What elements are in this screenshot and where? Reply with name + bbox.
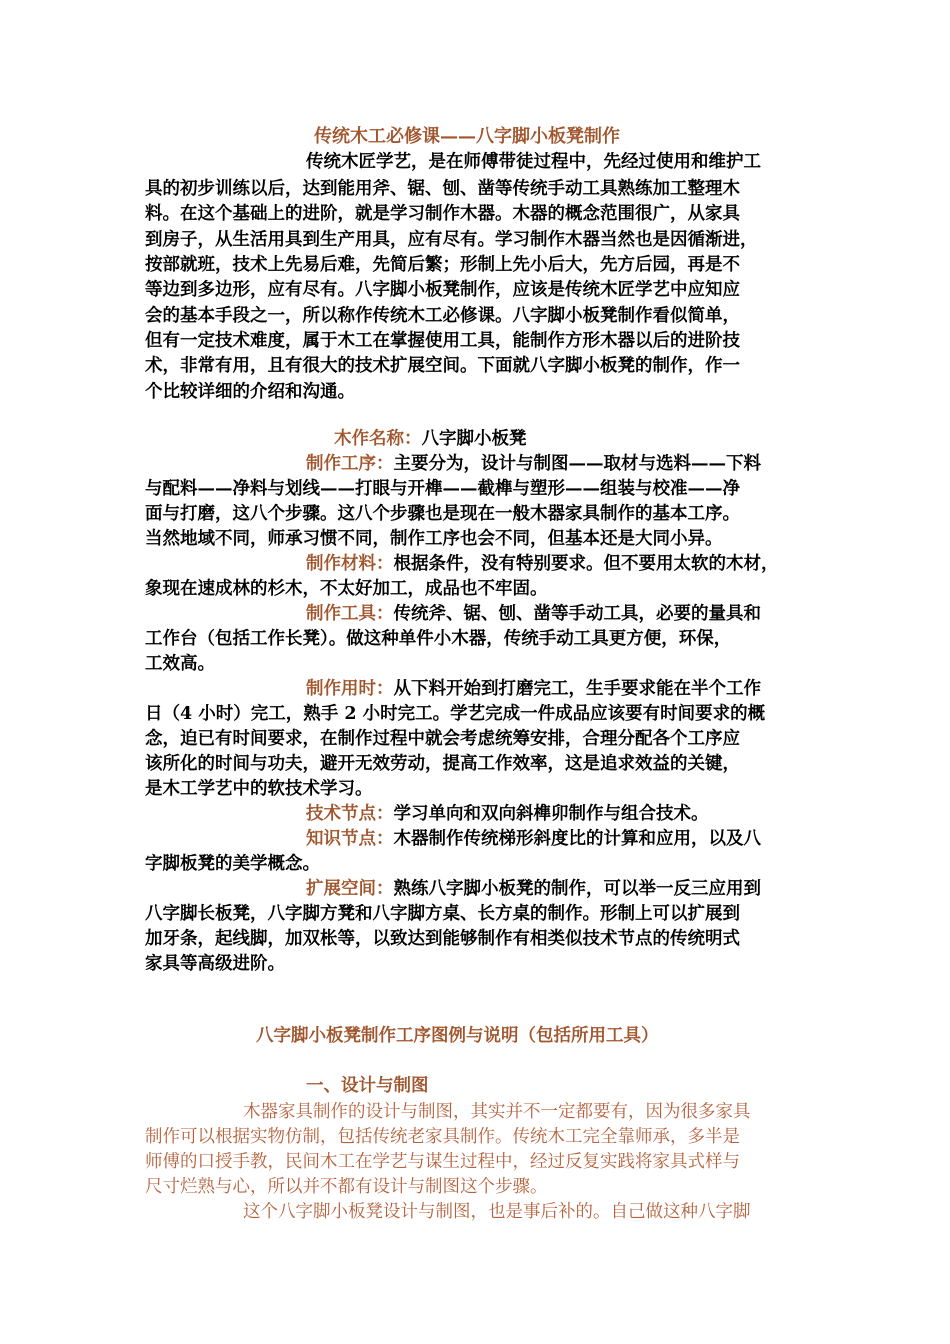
part2-heading: 八字脚小板凳制作工序图例与说明（包括所用工具） — [256, 1026, 659, 1046]
tools-line: 工效高。 — [145, 654, 215, 674]
time-line: 日（4 小时）完工，熟手 2 小时完工。学艺完成一件成品应该要有时间要求的概 — [145, 704, 766, 724]
part2-line: 尺寸烂熟与心，所以并不都有设计与制图这个步骤。 — [145, 1177, 548, 1197]
knowledge-label: 知识节点： — [306, 829, 394, 849]
tech-label: 技术节点： — [306, 804, 394, 824]
intro-line: 但有一定技术难度，属于木工在掌握使用工具，能制作方形木器以后的进阶技 — [145, 331, 740, 351]
tools-first-line — [306, 602, 761, 627]
process-line: 与配料——净料与划线——打眼与开榫——截榫与塑形——组装与校准——净 — [145, 479, 740, 499]
knowledge-first-line — [306, 827, 761, 852]
tech-text: 学习单向和双向斜榫卯制作与组合技术。 — [393, 804, 709, 824]
intro-line: 个比较详细的介绍和沟通。 — [145, 382, 355, 402]
intro-line: 到房子，从生活用具到生产用具，应有尽有。学习制作木器当然也是因循渐进， — [145, 230, 758, 250]
extension-line: 家具等高级进阶。 — [145, 954, 285, 974]
knowledge-line: 字脚板凳的美学概念。 — [145, 854, 320, 874]
intro-line: 术，非常有用，且有很大的技术扩展空间。下面就八字脚小板凳的制作，作一 — [145, 356, 740, 376]
process-first-line — [306, 452, 761, 477]
intro-line: 传统木匠学艺，是在师傅带徒过程中，先经过使用和维护工 — [306, 152, 761, 172]
process-text: 主要分为，设计与制图——取材与选料——下料 — [393, 454, 761, 474]
part2-line: 师傅的口授手教，民间木工在学艺与谋生过程中，经过反复实践将家具式样与 — [145, 1152, 740, 1172]
item-name-label: 木作名称： — [334, 429, 422, 449]
extension-first-line — [306, 877, 761, 902]
page-title: 传统木工必修课——八字脚小板凳制作 — [314, 126, 620, 147]
intro-line: 等边到多边形，应有尽有。八字脚小板凳制作，应该是传统木匠学艺中应知应 — [145, 280, 740, 300]
intro-line: 具的初步训练以后，达到能用斧、锯、刨、凿等传统手动工具熟练加工整理木 — [145, 179, 740, 199]
time-line: 是木工学艺中的软技术学习。 — [145, 779, 373, 799]
tech-first-line — [306, 802, 709, 827]
part2-line: 制作可以根据实物仿制，包括传统老家具制作。传统木工完全靠师承，多半是 — [145, 1127, 740, 1147]
materials-line: 象现在速成林的杉木，不太好加工，成品也不牢固。 — [145, 579, 548, 599]
intro-line: 会的基本手段之一，所以称作传统木工必修课。八字脚小板凳制作看似简单， — [145, 306, 740, 326]
intro-line: 按部就班，技术上先易后难，先简后繁；形制上先小后大，先方后园，再是不 — [145, 255, 740, 275]
process-line: 当然地域不同，师承习惯不同，制作工序也会不同，但基本还是大同小异。 — [145, 529, 723, 549]
item-name-row — [334, 427, 527, 452]
tools-label: 制作工具： — [306, 604, 394, 624]
extension-label: 扩展空间： — [306, 879, 394, 899]
part2-line: 木器家具制作的设计与制图，其实并不一定都要有，因为很多家具 — [243, 1102, 751, 1122]
extension-text: 熟练八字脚小板凳的制作，可以举一反三应用到 — [393, 879, 761, 899]
tools-line: 工作台（包括工作长凳）。做这种单件小木器，传统手动工具更方便，环保， — [145, 629, 732, 649]
process-line: 面与打磨，这八个步骤。这八个步骤也是现在一般木器家具制作的基本工序。 — [145, 504, 740, 524]
extension-line: 八字脚长板凳，八字脚方凳和八字脚方桌、长方桌的制作。形制上可以扩展到 — [145, 904, 740, 924]
time-line: 念，迫已有时间要求，在制作过程中就会考虑统筹安排，合理分配各个工序应 — [145, 729, 740, 749]
time-label: 制作用时： — [306, 679, 394, 699]
materials-first-line — [306, 552, 779, 577]
tools-text: 传统斧、锯、刨、凿等手动工具，必要的量具和 — [393, 604, 761, 624]
intro-line: 料。在这个基础上的进阶，就是学习制作木器。木器的概念范围很广，从家具 — [145, 204, 740, 224]
part2-line: 这个八字脚小板凳设计与制图，也是事后补的。自己做这种八字脚 — [243, 1202, 751, 1222]
time-line: 该所化的时间与功夫，避开无效劳动，提高工作效率，这是追求效益的关键， — [145, 754, 740, 774]
time-text: 从下料开始到打磨完工，生手要求能在半个工作 — [393, 679, 761, 699]
part2-subheading: 一、设计与制图 — [306, 1076, 429, 1096]
knowledge-text: 木器制作传统梯形斜度比的计算和应用，以及八 — [393, 829, 761, 849]
process-label: 制作工序： — [306, 454, 394, 474]
materials-text: 根据条件，没有特别要求。但不要用太软的木材， — [393, 554, 779, 574]
extension-line: 加牙条，起线脚，加双枨等，以致达到能够制作有相类似技术节点的传统明式 — [145, 929, 740, 949]
time-first-line — [306, 677, 761, 702]
item-name-value: 八字脚小板凳 — [421, 429, 527, 449]
materials-label: 制作材料： — [306, 554, 394, 574]
